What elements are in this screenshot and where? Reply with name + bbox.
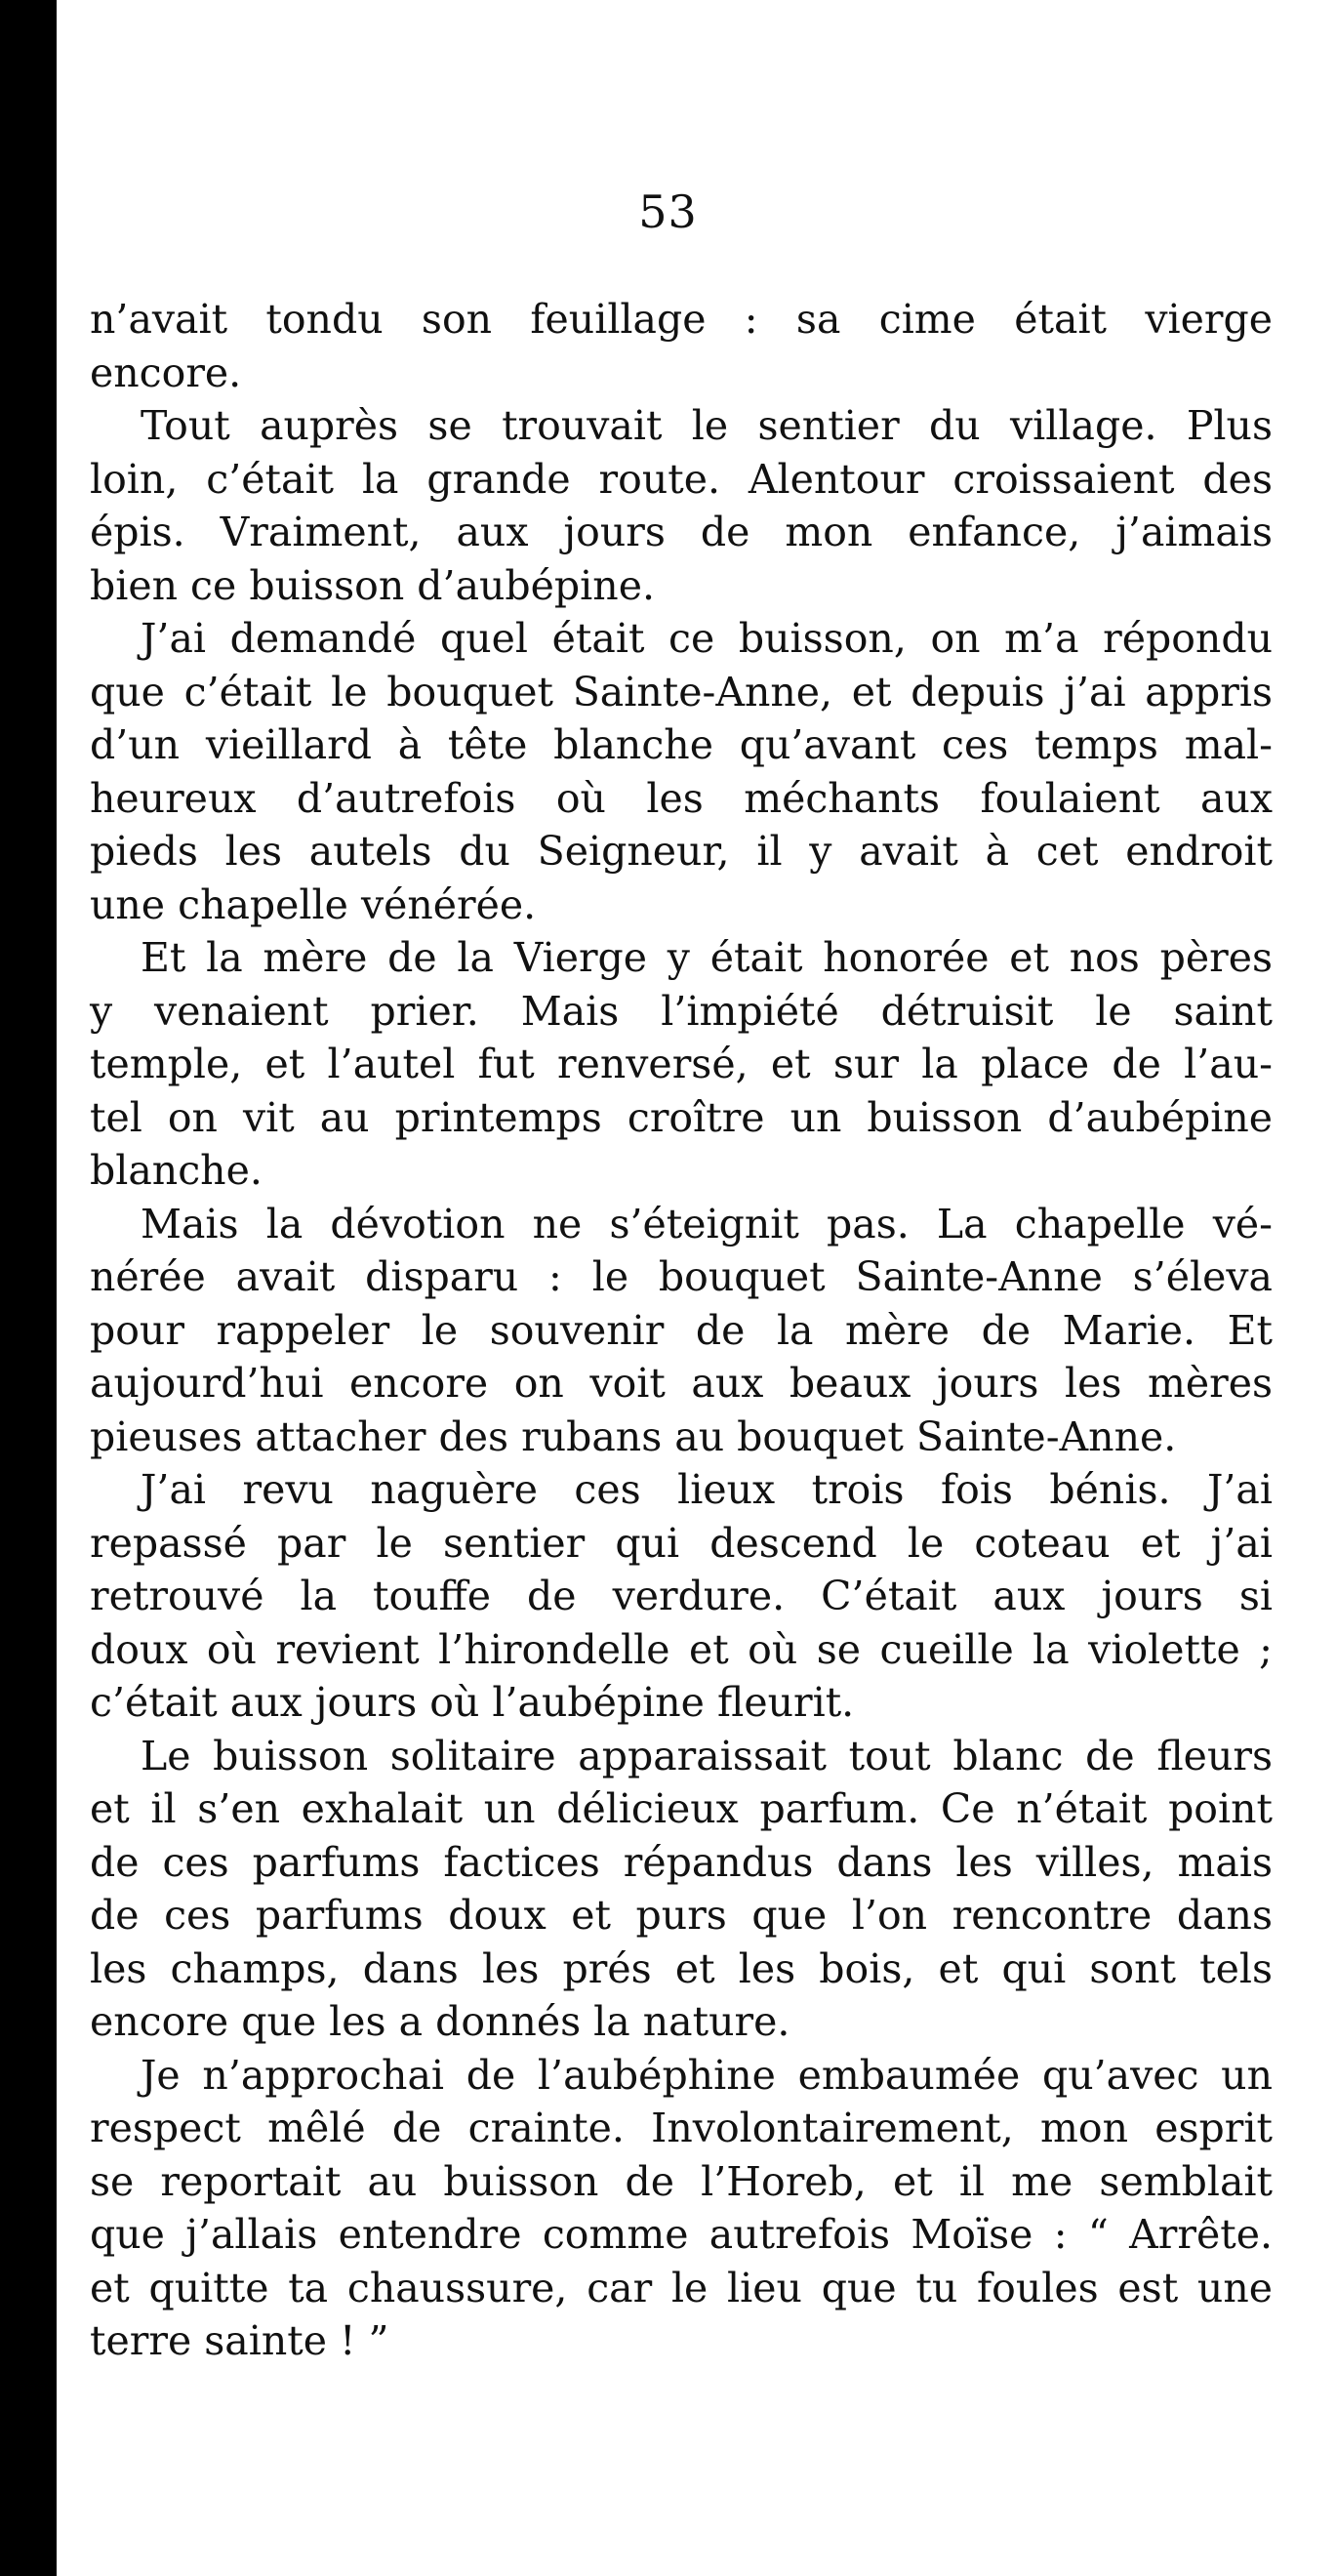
text-line: temple, et l’autel fut renversé, et sur la place de l’au- [90,1041,1273,1087]
text-line: blanche. [90,1147,263,1194]
text-line: de ces parfums factices répandus dans les villes, mais [90,1838,1273,1886]
text-line: loin, c’était la grande route. Alentour croissaient des [90,455,1273,503]
text-line: doux où revient l’hirondelle et où se cueille la violette ; [90,1625,1273,1673]
text-line: de ces parfums doux et purs que l’on rencontre dans [90,1892,1273,1939]
text-line: aujourd’hui encore on voit aux beaux jours les mères [90,1360,1273,1407]
text-line: c’était aux jours où l’aubépine fleurit. [90,1679,855,1726]
paragraph [90,1198,1273,1464]
text-line: et il s’en exhalait un délicieux parfum. Ce n’était point [90,1785,1273,1832]
text-line: respect mêlé de crainte. Involontairement, mon esprit [90,2105,1273,2151]
text-line: n’avait tondu son feuillage : sa cime était vierge [90,296,1273,343]
text-line: pour rappeler le souvenir de la mère de Marie. Et [90,1306,1273,1354]
paragraph [90,399,1273,612]
text-line: J’ai revu naguère ces lieux trois fois bénis. J’ai [141,1466,1273,1513]
text-line: épis. Vraiment, aux jours de mon enfance, j’aimais [90,509,1273,555]
text-line: tel on vit au printemps croître un buisson d’aubépine [90,1093,1273,1141]
text-line: pieuses attacher des rubans au bouquet Sainte-Anne. [90,1412,1177,1460]
paragraph [90,612,1273,931]
text-line: bien ce buisson d’aubépine. [90,561,655,609]
text-line: Je n’approchai de l’aubéphine embaumée qu’avec un [141,2051,1273,2099]
text-line: les champs, dans les prés et les bois, et qui sont tels [90,1944,1273,1992]
text-line: que j’allais entendre comme autrefois Moïse : “ Arrête. [90,2211,1273,2258]
text-line: et quitte ta chaussure, car le lieu que tu foules est une [90,2264,1273,2311]
text-line: y venaient prier. Mais l’impiété détruisit le saint [90,987,1273,1035]
text-line: retrouvé la touffe de verdure. C’était aux jours si [90,1573,1273,1619]
text-line: J’ai demandé quel était ce buisson, on m’a répondu [141,615,1273,662]
text-line: d’un vieillard à tête blanche qu’avant ces temps mal- [90,721,1273,768]
text-line: heureux d’autrefois où les méchants foulaient aux [90,774,1273,822]
text-line: nérée avait disparu : le bouquet Sainte-Anne s’éleva [90,1253,1273,1300]
text-line: Tout auprès se trouvait le sentier du village. Plus [141,402,1273,449]
page-number: 53 [638,185,698,238]
text-line: se reportait au buisson de l’Horeb, et il me semblait [90,2157,1273,2205]
text-line: Mais la dévotion ne s’éteignit pas. La chapelle vé- [141,1200,1273,1247]
body-text [90,293,1273,2368]
text-line: Le buisson solitaire apparaissait tout blanc de fleurs [141,1732,1273,1779]
paragraph [90,2049,1273,2368]
paragraph [90,293,1273,399]
text-line: encore. [90,348,242,396]
text-line: Et la mère de la Vierge y était honorée et nos pères [141,934,1273,981]
text-line: que c’était le bouquet Sainte-Anne, et depuis j’ai appris [90,668,1273,716]
text-line: encore que les a donnés la nature. [90,1998,790,2045]
paragraph [90,931,1273,1198]
book-binding-edge [0,0,57,2576]
paragraph [90,1730,1273,2049]
text-line: pieds les autels du Seigneur, il y avait à cet endroit [90,828,1273,875]
text-line: terre sainte ! ” [90,2317,389,2364]
paragraph [90,1463,1273,1730]
text-line: une chapelle vénérée. [90,880,537,928]
text-line: repassé par le sentier qui descend le coteau et j’ai [90,1519,1273,1567]
